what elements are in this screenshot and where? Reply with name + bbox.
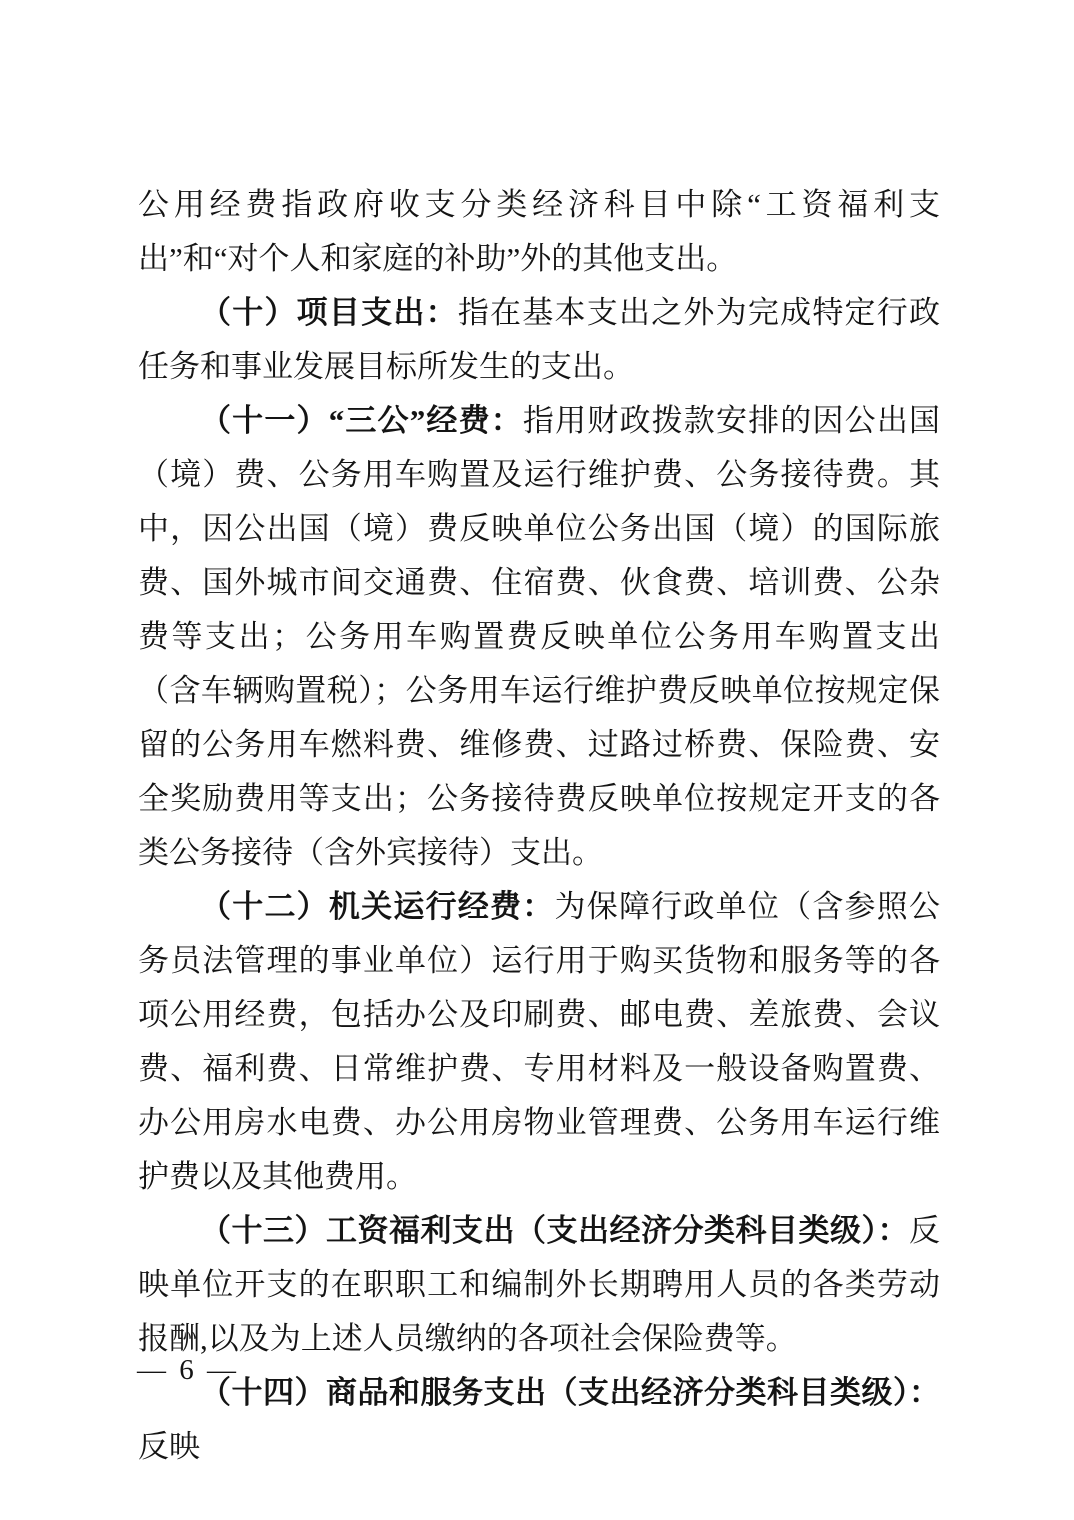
paragraph: 公用经费指政府收支分类经济科目中除“工资福利支出”和“对个人和家庭的补助”外的其他支出。 <box>138 187 940 276</box>
page-number: — 6 — <box>137 1354 239 1386</box>
paragraph: （十四）商品和服务支出（支出经济分类科目类级）：反映 <box>138 1375 940 1464</box>
paragraph-lead: （十二）机关运行经费： <box>200 889 555 924</box>
paragraph-lead: （十）项目支出： <box>200 295 458 330</box>
paragraph: （十）项目支出：指在基本支出之外为完成特定行政任务和事业发展目标所发生的支出。 <box>138 295 941 384</box>
paragraph-lead: （十一）“三公”经费： <box>200 403 523 438</box>
paragraph-lead: （十四）商品和服务支出（支出经济分类科目类级）： <box>200 1375 940 1410</box>
paragraph: （十二）机关运行经费：为保障行政单位（含参照公务员法管理的事业单位）运行用于购买货物和服务等的各项公用经费，包括办公及印刷费、邮电费、差旅费、会议费、福利费、日常维护费、专用材料及一般设备购置费、办公用房水电费、办公用房物业管理费、公务用车运行维护费以及其他费用。 <box>138 889 940 1194</box>
paragraph: （十一）“三公”经费：指用财政拨款安排的因公出国（境）费、公务用车购置及运行维护费、公务接待费。其中，因公出国（境）费反映单位公务出国（境）的国际旅费、国外城市间交通费、住宿费、伙食费、培训费、公杂费等支出；公务用车购置费反映单位公务用车购置支出（含车辆购置税）；公务用车运行维护费反映单位按规定保留的公务用车燃料费、维修费、过路过桥费、保险费、安全奖励费用等支出；公务接待费反映单位按规定开支的各类公务接待（含外宾接待）支出。 <box>138 403 941 870</box>
paragraph: （十三）工资福利支出（支出经济分类科目类级）：反映单位开支的在职职工和编制外长期聘用人员的各类劳动报酬,以及为上述人员缴纳的各项社会保险费等。 <box>138 1213 940 1356</box>
document-body <box>138 178 940 1474</box>
paragraph-lead: （十三）工资福利支出（支出经济分类科目类级）： <box>200 1213 909 1248</box>
